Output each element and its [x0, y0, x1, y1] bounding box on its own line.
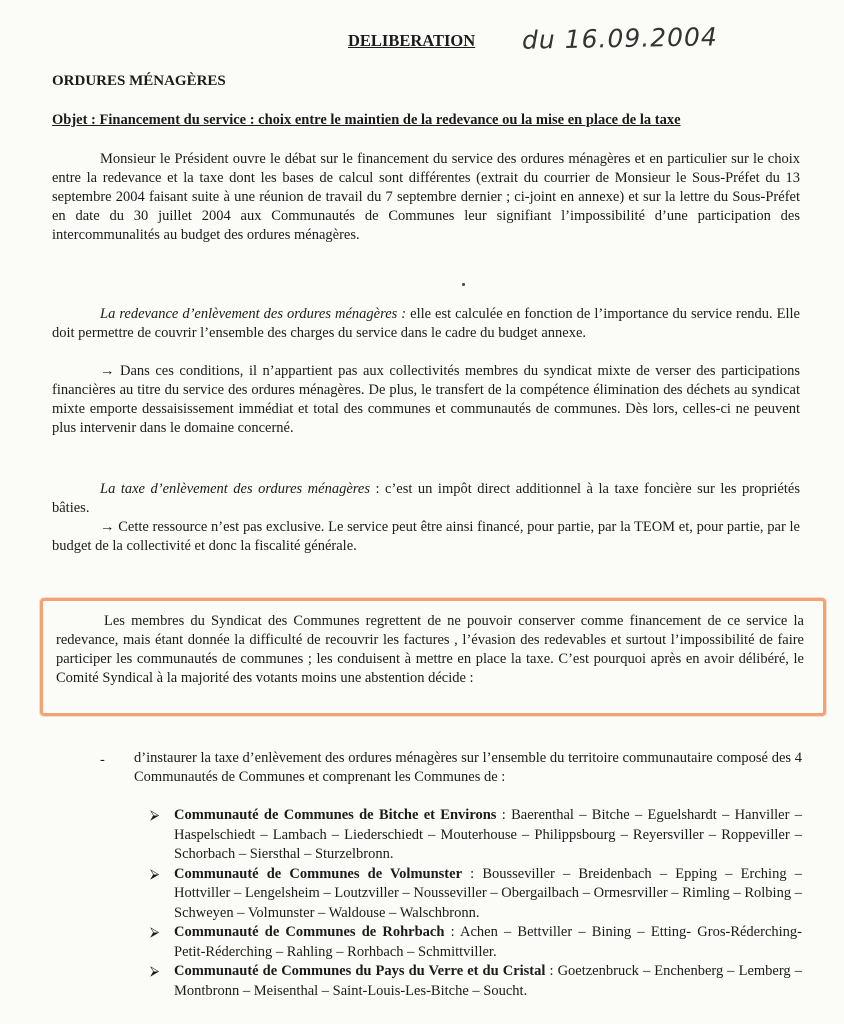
arrow-bullet-icon: ⮚	[150, 866, 160, 882]
list-item	[150, 923, 802, 962]
instaurer-paragraph: d’instaurer la taxe d’enlèvement des ordures ménagères sur l’ensemble du territoire communautaire composé des 4 Communautés de Communes et comprenant les Communes de :	[134, 750, 802, 785]
handwritten-date: du 16.09.2004	[521, 22, 719, 55]
objet-line: Objet : Financement du service : choix entre le maintien de la redevance ou la mise en place de la taxe	[52, 112, 681, 128]
document-title: DELIBERATION	[348, 31, 476, 50]
decision-paragraph: Les membres du Syndicat des Communes regrettent de ne pouvoir conserver comme financement de ce service la redevance, mais étant donnée la difficulté de recouvrir les factures , l’évasion des redevables et surtout l’impossibilité de faire participer les communautés de communes ; les conduisent à mettre en place la taxe. C’est pourquoi après en avoir délibéré, le Comité Syndical à la majorité des votants moins une abstention décide :	[56, 613, 804, 686]
section-heading: ORDURES MÉNAGÈRES	[52, 73, 226, 89]
separator: :	[496, 807, 512, 823]
separator: :	[462, 865, 483, 882]
scan-speck	[462, 283, 465, 286]
taxe-paragraph	[52, 480, 800, 518]
redevance-paragraph	[52, 305, 800, 343]
communes-list: Goetzenbruck – Enchenberg – Lemberg – Montbronn – Meisenthal – Saint-Louis-Les-Bitche – Soucht.	[174, 963, 802, 999]
taxe-text: : c’est un impôt direct additionnel à la taxe foncière sur les propriétés bâties.	[52, 481, 800, 516]
list-dash: -	[100, 752, 105, 768]
separator: :	[545, 963, 558, 979]
header	[0, 22, 844, 58]
arrow-bullet-icon: ⮚	[150, 925, 160, 940]
communaute-name: Communauté de Communes de Rohrbach	[174, 924, 445, 940]
separator: :	[444, 924, 460, 940]
list-item	[150, 865, 802, 924]
intro-paragraph: Monsieur le Président ouvre le débat sur le financement du service des ordures ménagères et en particulier sur le choix entre la redevance et la taxe dont les bases de calcul sont différentes (extrait du courrier de Monsieur le Sous-Préfet du 13 septembre 2004 faisant suite à une réunion de travail du 7 septembre dernier ; ci-joint en annexe) et sur la lettre du Sous-Préfet en date du 30 juillet 2004 aux Communautés de Communes leur signifiant l’impossibilité d’une participation des intercommunalités au budget des ordures ménagères.	[52, 151, 800, 243]
list-item	[150, 806, 802, 865]
communautes-list	[150, 806, 802, 1001]
redevance-text: elle est calculée en fonction de l’importance du service rendu. Elle doit permettre de couvrir l’ensemble des charges du service dans le cadre du budget annexe.	[52, 306, 800, 341]
taxe-arrow-paragraph: → Cette ressource n’est pas exclusive. Le service peut être ainsi financé, pour partie, par la TEOM et, pour partie, par le budget de la collectivité et donc la fiscalité générale.	[52, 519, 800, 554]
taxe-title: La taxe d’enlèvement des ordures ménagères	[100, 481, 370, 497]
communes-list: Baerenthal – Bitche – Eguelshardt – Hanviller – Haspelschiedt – Lambach – Liederschiedt – Mouterhouse – Philippsbourg – Reyersviller – Roppeviller – Schorbach – Siersthal – Sturzelbronn.	[174, 807, 803, 862]
communaute-name: Communauté de Communes de Bitche et Environs	[174, 807, 497, 823]
list-item	[150, 962, 802, 1001]
arrow-bullet-icon: ⮚	[150, 808, 160, 823]
redevance-title: La redevance d’enlèvement des ordures ménagères :	[100, 306, 407, 322]
communaute-name: Communauté de Communes de Volmunster	[174, 865, 462, 882]
arrow-bullet-icon: ⮚	[150, 964, 160, 979]
communes-list: Achen – Bettviller – Bining – Etting- Gros-Réderching- Petit-Réderching – Rahling – Rorhbach – Schmittviller.	[174, 924, 802, 960]
redevance-arrow-paragraph: → Dans ces conditions, il n’appartient pas aux collectivités membres du syndicat mixte de verser des participations financières au titre du service des ordures ménagères. De plus, le transfert de la compétence élimination des déchets au syndicat mixte emporte dessaisissement immédiat et total des communes et communautés de communes. Dès lors, celles-ci ne peuvent plus intervenir dans le domaine concerné.	[52, 363, 800, 436]
communaute-name: Communauté de Communes du Pays du Verre et du Cristal	[174, 963, 546, 979]
communes-list: Bousseviller – Breidenbach – Epping – Erching – Hottviller – Lengelsheim – Loutzviller – Nousseviller – Obergailbach – Ormesrviller – Rimling – Rolbing – Schweyen – Volmunster – Waldouse – Walschbronn.	[174, 865, 802, 921]
